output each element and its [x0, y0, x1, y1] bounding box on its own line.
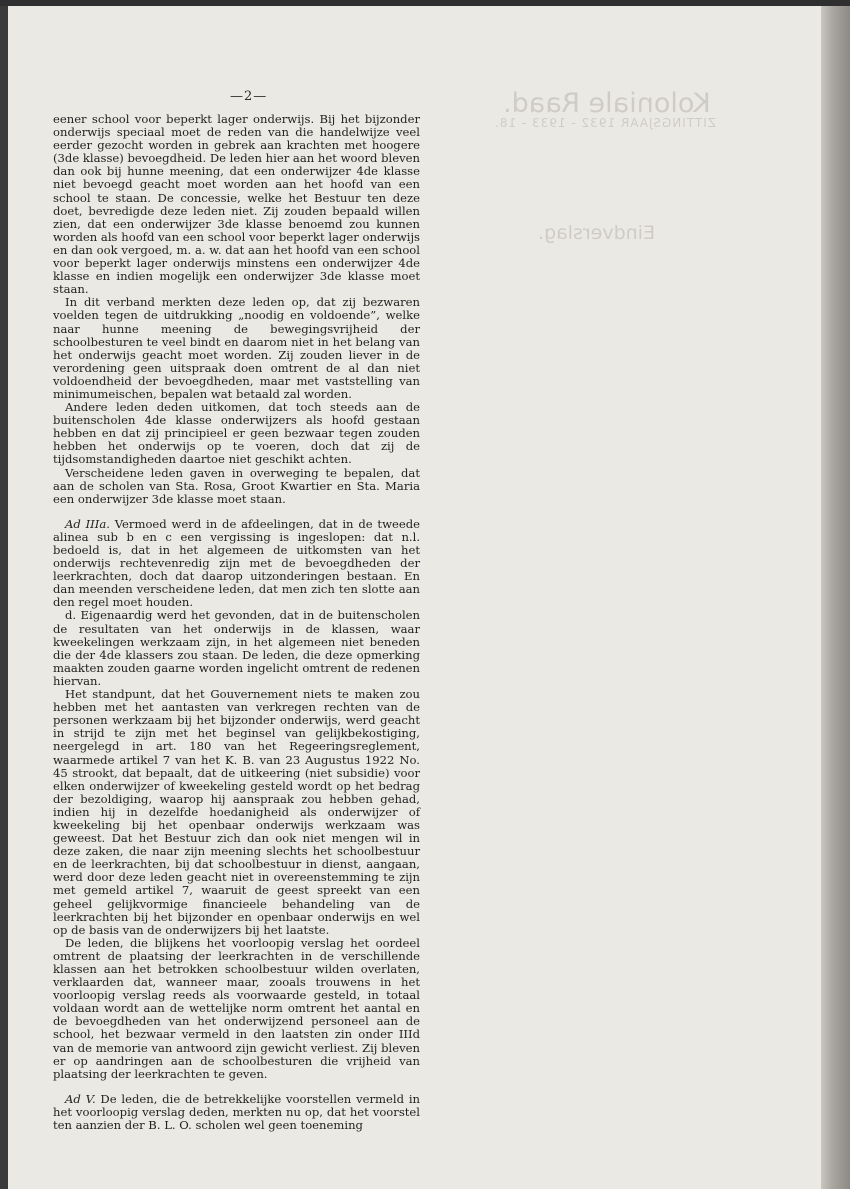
section-marker: Ad V.	[65, 1091, 96, 1106]
paragraph-8: De leden, die blijkens het voorloopig verslag het oordeel omtrent de plaatsing der leerkrachten in de verschillende klassen aan het betrokken schoolbestuur wilden overlaten, verklaarden dat, wanneer maar, zooals trouwens in het voorloopig verslag reeds als voorwaarde gesteld, in totaal voldaan wordt aan de wettelijke norm omtrent het aantal en de bevoegdheden van het onderwijzend personeel aan de school, het bezwaar vermeld in den laatsten zin onder IIId van de memorie van antwoord zijn gewicht verliest. Zij bleven er op aandringen aan de schoolbesturen die vrijheid van plaatsing der leerkrachten te geven.	[53, 935, 420, 1081]
paragraph-ad-v: Ad V. De leden, die de betrekkelijke voorstellen vermeld in het voorloopig verslag deden, merkten nu op, dat het voorstel ten aanzien der B. L. O. scholen wel geen toeneming	[53, 1091, 420, 1133]
paragraph-6: d. Eigenaardig werd het gevonden, dat in de buitenscholen de resultaten van het onderwijs in de klassen, waar kweekelingen werkzaam zijn, in het algemeen niet beneden die der 4de klassers zou staan. De leden, die deze opmerking maakten zouden gaarne worden ingelicht omtrent de redenen hiervan.	[53, 608, 420, 688]
paragraph-4: Verscheidene leden gaven in overweging te bepalen, dat aan de scholen van Sta. Rosa, Groot Kwartier en Sta. Maria een onderwijzer 3de klasse moet staan.	[53, 465, 420, 506]
document-page	[8, 6, 821, 1189]
paragraph-1: eener school voor beperkt lager onderwijs. Bij het bijzonder onderwijs speciaal moet de reden van die handelwijze veel eerder gezocht worden in gebrek aan krachten met hoogere (3de klasse) bevoegdheid. De leden hier aan het woord bleven dan ook bij hunne meening, dat een onderwijzer 4de klasse niet bevoegd geacht moet worden aan het hoofd van een school te staan. De concessie, welke het Bestuur ten deze doet, bevredigde deze leden niet. Zij zouden bepaald willen zien, dat een onderwijzer 3de klasse benoemd zou kunnen worden als hoofd van een school voor beperkt lager onderwijs en dan ook vergoed, m. a. w. dat aan het hoofd van een school voor beperkt lager onderwijs minstens een onderwijzer 4de klasse en indien mogelijk een onderwijzer 3de klasse moet staan.	[53, 112, 420, 297]
scan-right-edge	[821, 6, 850, 1189]
paragraph-ad-iiia: Ad IIIa. Vermoed werd in de afdeelingen, dat in de tweede alinea sub b en c een vergissing is ingeslopen: dat n.l. bedoeld is, dat in het algemeen de uitkomsten van het onderwijs rechtevenredig zijn met de bevoegdheden der leerkrachten, doch dat daarop uitzonderingen bestaan. En dan meenden verscheidene leden, dat men zich ten slotte aan den regel moet houden.	[53, 516, 420, 610]
paragraph-3: Andere leden deden uitkomen, dat toch steeds aan de buitenscholen 4de klasse onderwijzers als hoofd gestaan hebben en dat zij principieel er geen bezwaar tegen zouden hebben het onderwijs op te voeren, doch dat zij de tijdsomstandigheden daartoe niet geschikt achten.	[53, 400, 420, 467]
bleed-through-heading: Eindverslag.	[538, 222, 656, 244]
body-text	[53, 113, 420, 1132]
bleed-through-title: Koloniale Raad.	[503, 88, 711, 119]
page-number: —2—	[230, 89, 268, 104]
paragraph-2: In dit verband merkten deze leden op, dat zij bezwaren voelden tegen de uitdrukking „noodig en voldoende”, welke naar hunne meening de bewegingsvrijheid der schoolbesturen te veel bindt en daarom niet in het belang van het onderwijs geacht moet worden. Zij zouden liever in de verordening geen uitspraak doen omtrent de al dan niet voldoendheid der bevoegdheden, maar met vaststelling van minimumeischen, bepalen wat betaald zal worden.	[53, 295, 420, 401]
bleed-through-subtitle: ZITTINGSJAAR 1932 - 1933 - 18.	[494, 116, 716, 130]
paragraph-7: Het standpunt, dat het Gouvernement niets te maken zou hebben met het aantasten van verkregen rechten van de personen werkzaam bij het bijzonder onderwijs, werd geacht in strijd te zijn met het beginsel van gelijkbekostiging, neergelegd in art. 180 van het Regeeringsreglement, waarmede artikel 7 van het K. B. van 23 Augustus 1922 No. 45 strookt, dat bepaalt, dat de uitkeering (niet subsidie) voor elken onderwijzer of kweekeling gesteld wordt op het bedrag der bezoldiging, waarop hij aanspraak zou hebben gehad, indien hij in dezelfde hoedanigheid als onderwijzer of kweekeling bij het openbaar onderwijs werkzaam was geweest. Dat het Bestuur zich dan ook niet mengen wil in deze zaken, die naar zijn meening slechts het schoolbestuur en de leerkrachten, bij dat schoolbestuur in dienst, aangaan, werd door deze leden geacht niet in overeenstemming te zijn met gemeld artikel 7, waaruit de geest spreekt van een geheel gelijkvormige financieele behandeling van de leerkrachten bij het bijzonder en openbaar onderwijs en wel op de basis van de onderwijzers bij het laatste.	[53, 687, 420, 937]
section-marker: Ad IIIa.	[65, 516, 110, 531]
